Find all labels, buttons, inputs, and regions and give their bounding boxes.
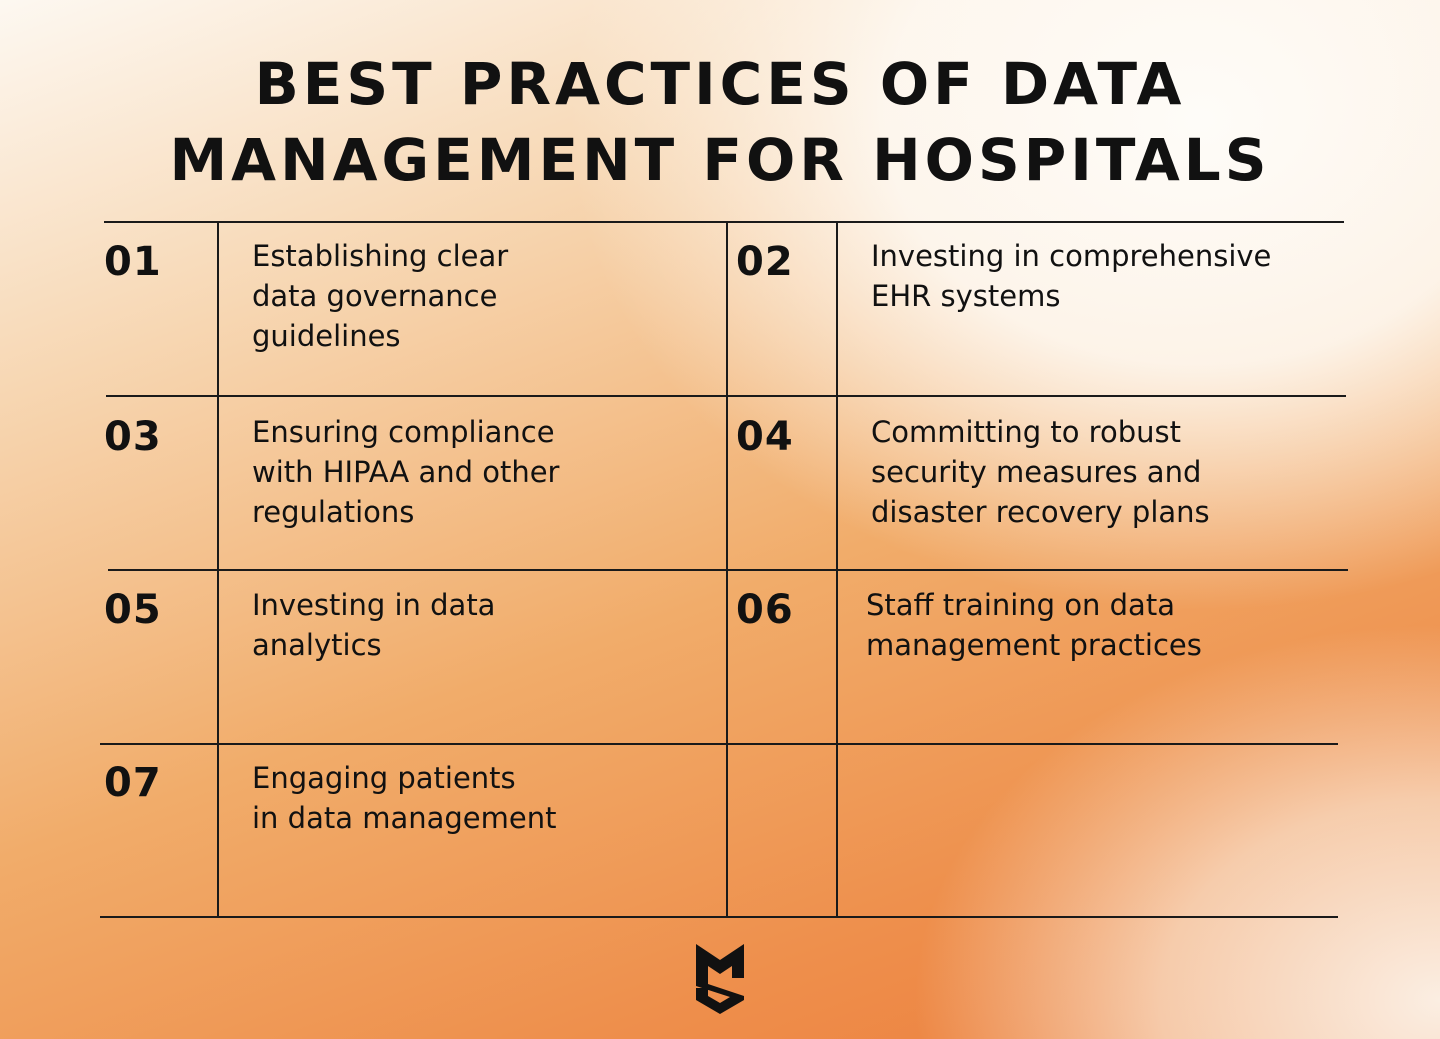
table-rule-row2 xyxy=(108,569,1348,571)
practice-number-05: 05 xyxy=(104,587,162,633)
practice-number-03: 03 xyxy=(104,414,162,460)
practice-text-01: Establishing clear data governance guidelines xyxy=(252,239,509,353)
practice-text-04: Committing to robust security measures and disaster recovery plans xyxy=(871,415,1210,529)
practice-number-06: 06 xyxy=(736,587,794,633)
page-title xyxy=(0,46,1440,198)
practice-number-02: 02 xyxy=(736,239,794,285)
table-rule-top xyxy=(104,221,1344,223)
practice-text-06: Staff training on data management practices xyxy=(866,588,1202,662)
table-divider-left xyxy=(217,221,219,918)
title-line-1: BEST PRACTICES OF DATA xyxy=(254,50,1186,118)
table-rule-bottom xyxy=(100,916,1338,918)
practice-text-03: Ensuring compliance with HIPAA and other regulations xyxy=(252,415,560,529)
title-line-2: MANAGEMENT FOR HOSPITALS xyxy=(169,126,1271,194)
table-divider-right xyxy=(836,221,838,918)
table-divider-middle xyxy=(726,221,728,918)
brand-logo-icon xyxy=(696,944,744,1014)
practice-number-01: 01 xyxy=(104,239,162,285)
practice-number-07: 07 xyxy=(104,760,162,806)
table-rule-row3 xyxy=(100,743,1338,745)
practice-number-04: 04 xyxy=(736,414,794,460)
practice-text-07: Engaging patients in data management xyxy=(252,761,557,835)
practice-text-02: Investing in comprehensive EHR systems xyxy=(871,239,1272,313)
practice-text-05: Investing in data analytics xyxy=(252,588,496,662)
